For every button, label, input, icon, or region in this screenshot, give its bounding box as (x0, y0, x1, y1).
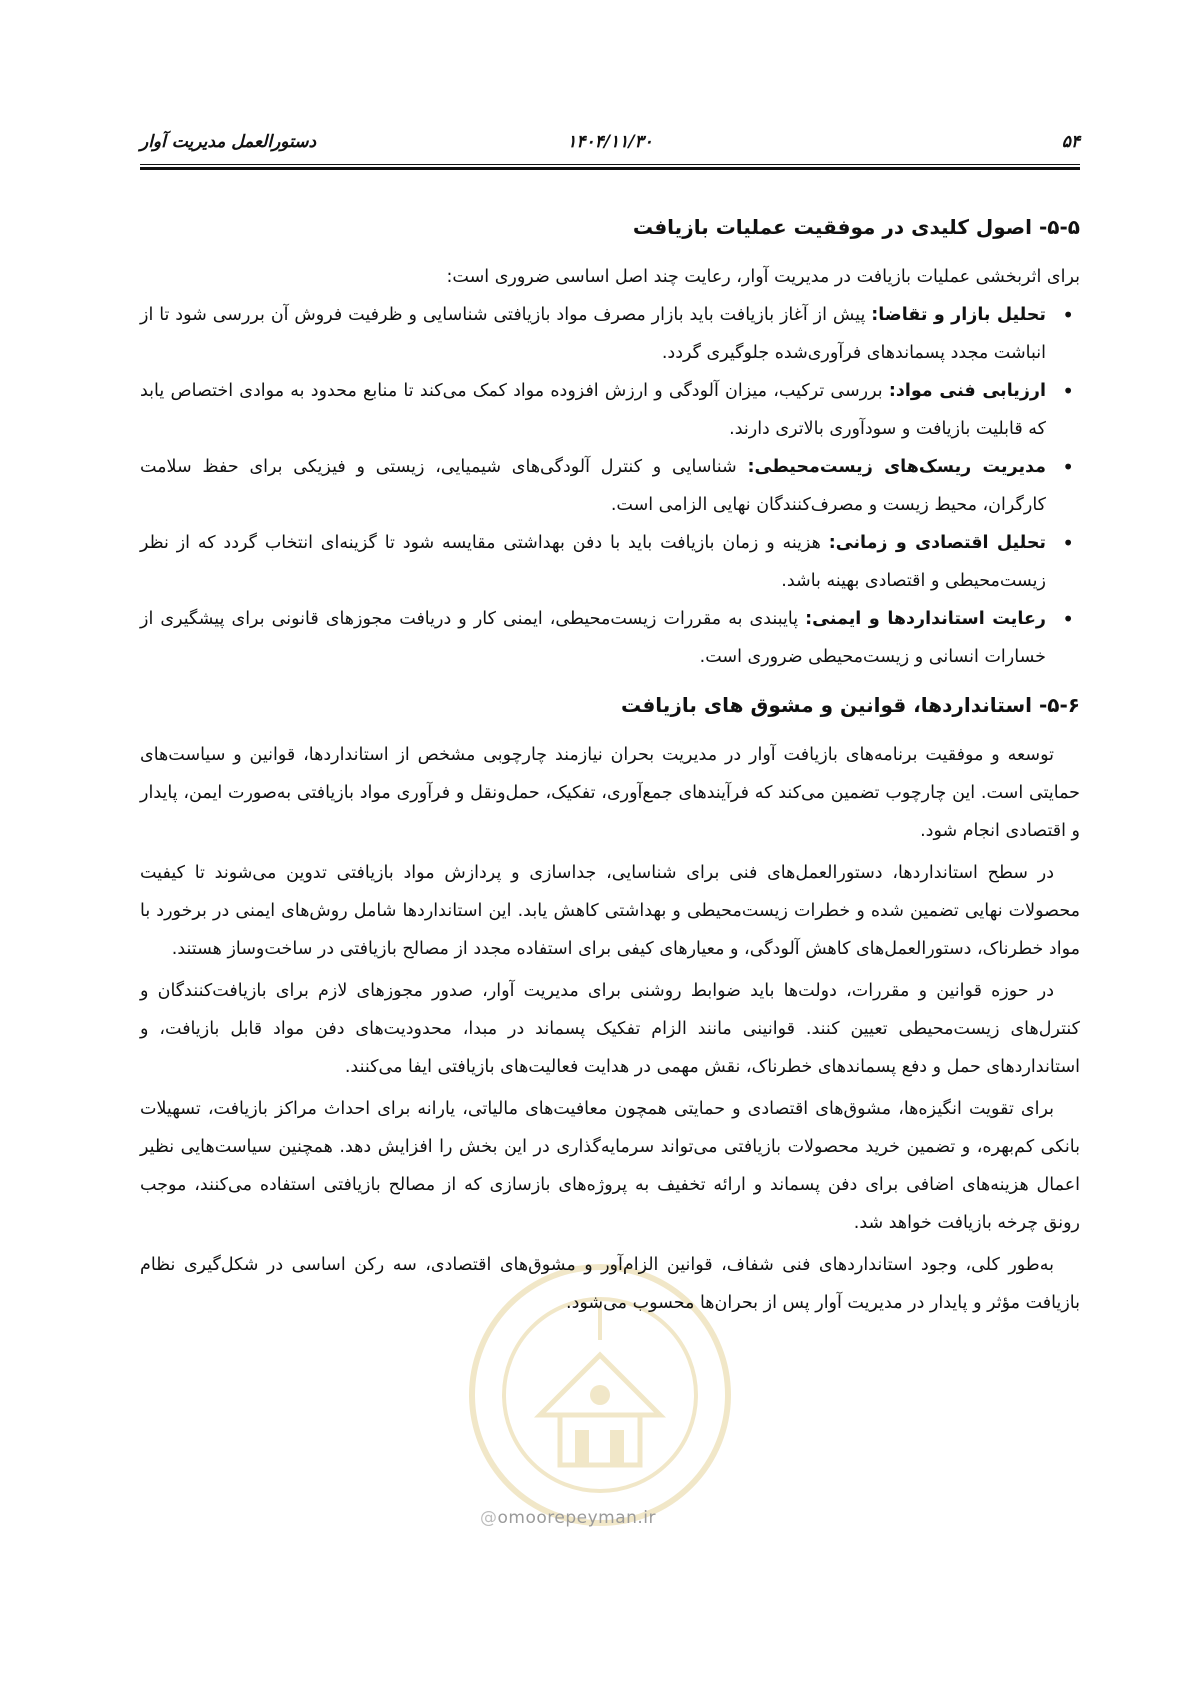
list-item-term: مدیریت ریسک‌های زیست‌محیطی: (747, 457, 1046, 477)
section-heading-5-6 (140, 688, 1080, 722)
header-title: دستورالعمل مدیریت آوار (140, 132, 317, 152)
at-sign-icon: @ (480, 1508, 498, 1528)
header-rule-thick (140, 167, 1080, 170)
list-item-term: ارزیابی فنی مواد: (888, 381, 1046, 401)
principles-list (140, 296, 1080, 676)
list-item (140, 524, 1080, 600)
section-title: اصول کلیدی در موفقیت عملیات بازیافت (632, 215, 1032, 239)
header-date: ۱۴۰۴/۱۱/۳۰ (567, 132, 653, 152)
paragraph: در سطح استانداردها، دستورالعمل‌های فنی برای شناسایی، جداسازی و پردازش مواد بازیافتی تدوین می‌شوند تا کیفیت محصولات نهایی تضمین شده و خطرات زیست‌محیطی و بهداشتی کاهش یابد. این استانداردها شامل روش‌های ایمنی در برخورد با مواد خطرناک، دستورالعمل‌های کاهش آلودگی، و معیارهای کیفی برای استفاده مجدد از مصالح بازیافتی در ساخت‌وساز هستند. (140, 863, 1080, 959)
header-rule-thin (140, 164, 1080, 165)
list-item (140, 296, 1080, 372)
paragraph: به‌طور کلی، وجود استانداردهای فنی شفاف، قوانین الزام‌آور و مشوق‌های اقتصادی، سه رکن اساسی در شکل‌گیری نظام بازیافت مؤثر و پایدار در مدیریت آوار پس از بحران‌ها محسوب می‌شود. (140, 1255, 1080, 1313)
list-item-text: بررسی ترکیب، میزان آلودگی و ارزش افزوده مواد کمک می‌کند تا منابع محدود به موادی اختصاص یابد که قابلیت بازیافت و سودآوری بالاتری دارند. (140, 381, 1046, 439)
list-item-term: تحلیل اقتصادی و زمانی: (828, 533, 1047, 553)
page-number: ۵۴ (1061, 132, 1080, 152)
section-intro: برای اثربخشی عملیات بازیافت در مدیریت آوار، رعایت چند اصل اساسی ضروری است: (446, 267, 1080, 287)
list-item-term: رعایت استانداردها و ایمنی: (805, 609, 1046, 629)
page-header (140, 128, 1080, 158)
list-item (140, 448, 1080, 524)
list-item-text: پایبندی به مقررات زیست‌محیطی، ایمنی کار و دریافت مجوزهای قانونی برای پیشگیری از خسارات انسانی و زیست‌محیطی ضروری است. (140, 609, 1046, 667)
list-item (140, 372, 1080, 448)
section-title: استانداردها، قوانین و مشوق های بازیافت (621, 693, 1032, 717)
list-item (140, 600, 1080, 676)
watermark-website-text: omoorepeyman.ir (497, 1508, 657, 1528)
list-item-text: شناسایی و کنترل آلودگی‌های شیمیایی، زیستی و فیزیکی برای حفظ سلامت کارگران، محیط زیست و مصرف‌کنندگان نهایی الزامی است. (140, 457, 1046, 515)
list-item-text: پیش از آغاز بازیافت باید بازار مصرف مواد بازیافتی شناسایی و ظرفیت فروش آن بررسی شود تا از انباشت مجدد پسماندهای فرآوری‌شده جلوگیری گردد. (140, 305, 1046, 363)
watermark-website (480, 1508, 656, 1528)
list-item-text: هزینه و زمان بازیافت باید با دفن بهداشتی مقایسه شود تا گزینه‌ای انتخاب گردد که از نظر زیست‌محیطی و اقتصادی بهینه باشد. (140, 533, 1046, 591)
paragraph: در حوزه قوانین و مقررات، دولت‌ها باید ضوابط روشنی برای مدیریت آوار، صدور مجوزهای لازم برای بازیافت‌کنندگان و کنترل‌های زیست‌محیطی تعیین کنند. قوانینی مانند الزام تفکیک پسماند در مبدا، محدودیت‌های دفن مواد قابل بازیافت، و استانداردهای حمل و دفع پسماندهای خطرناک، نقش مهمی در هدایت فعالیت‌های بازیافتی ایفا می‌کنند. (140, 981, 1080, 1077)
section-heading-5-5 (140, 210, 1080, 244)
section-number: ۵-۶- (1038, 693, 1080, 717)
paragraph: برای تقویت انگیزه‌ها، مشوق‌های اقتصادی و حمایتی همچون معافیت‌های مالیاتی، یارانه برای احداث مراکز بازیافت، تسهیلات بانکی کم‌بهره، و تضمین خرید محصولات بازیافتی می‌تواند سرمایه‌گذاری در این بخش را افزایش دهد. همچنین سیاست‌هایی نظیر اعمال هزینه‌های اضافی برای دفن پسماند و ارائه تخفیف به پروژه‌های بازسازی که از مصالح بازیافتی استفاده می‌کنند، موجب رونق چرخه بازیافت خواهد شد. (140, 1099, 1080, 1233)
document-body (140, 210, 1080, 1326)
section-number: ۵-۵- (1038, 215, 1080, 239)
paragraph: توسعه و موفقیت برنامه‌های بازیافت آوار در مدیریت بحران نیازمند چارچوبی مشخص از استانداردها، قوانین و سیاست‌های حمایتی است. این چارچوب تضمین می‌کند که فرآیندهای جمع‌آوری، تفکیک، حمل‌ونقل و فرآوری مواد بازیافتی به‌صورت ایمن، پایدار و اقتصادی انجام شود. (140, 745, 1080, 841)
list-item-term: تحلیل بازار و تقاضا: (871, 305, 1046, 325)
